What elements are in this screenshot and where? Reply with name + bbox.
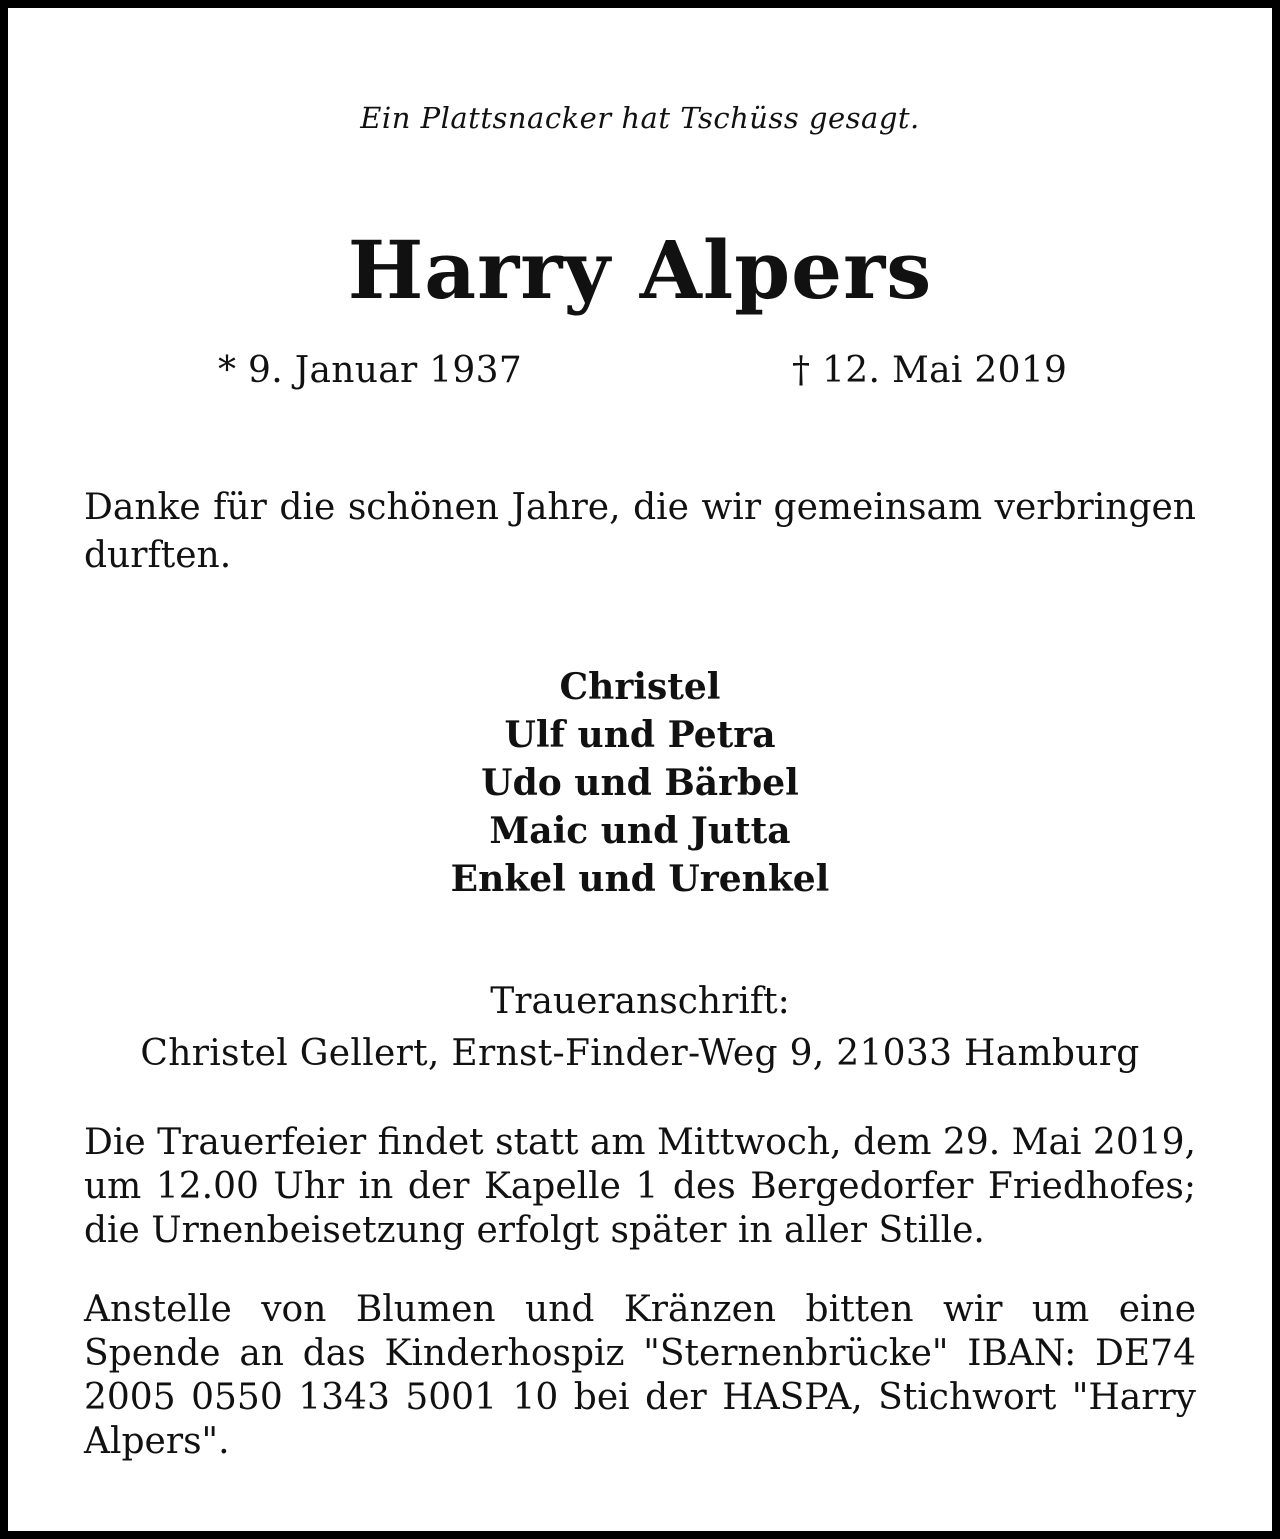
mourner-name: Enkel und Urenkel	[450, 858, 830, 900]
birth-date: * 9. Januar 1937	[218, 350, 523, 391]
address-label: Traueranschrift:	[490, 981, 790, 1022]
death-date: † 12. Mai 2019	[792, 350, 1068, 391]
donation-paragraph: Anstelle von Blumen und Kränzen bitten wir um eine Spende an das Kinderhospiz "Sternenbrücke" IBAN: DE74 2005 0550 1343 5001 10 bei der HASPA, Stichwort "Harry Alpers".	[84, 1289, 1196, 1462]
deceased-name: Harry Alpers	[347, 223, 933, 317]
mourner-name: Udo und Bärbel	[481, 762, 799, 804]
mourner-name: Maic und Jutta	[489, 810, 791, 852]
thanks-text: Danke für die schönen Jahre, die wir gemeinsam verbringen durften.	[84, 487, 1196, 576]
mourning-address: Christel Gellert, Ernst-Finder-Weg 9, 21033 Hamburg	[140, 1033, 1140, 1074]
intro-line: Ein Plattsnacker hat Tschüss gesagt.	[360, 101, 920, 135]
mourners-list	[8, 663, 1272, 903]
service-paragraph: Die Trauerfeier findet statt am Mittwoch, dem 29. Mai 2019, um 12.00 Uhr in der Kapelle 1 des Bergedorfer Friedhofes; die Urnenbeisetzung erfolgt später in aller Stille.	[84, 1122, 1196, 1251]
mourner-name: Christel	[559, 666, 721, 708]
mourner-name: Ulf und Petra	[504, 714, 776, 756]
